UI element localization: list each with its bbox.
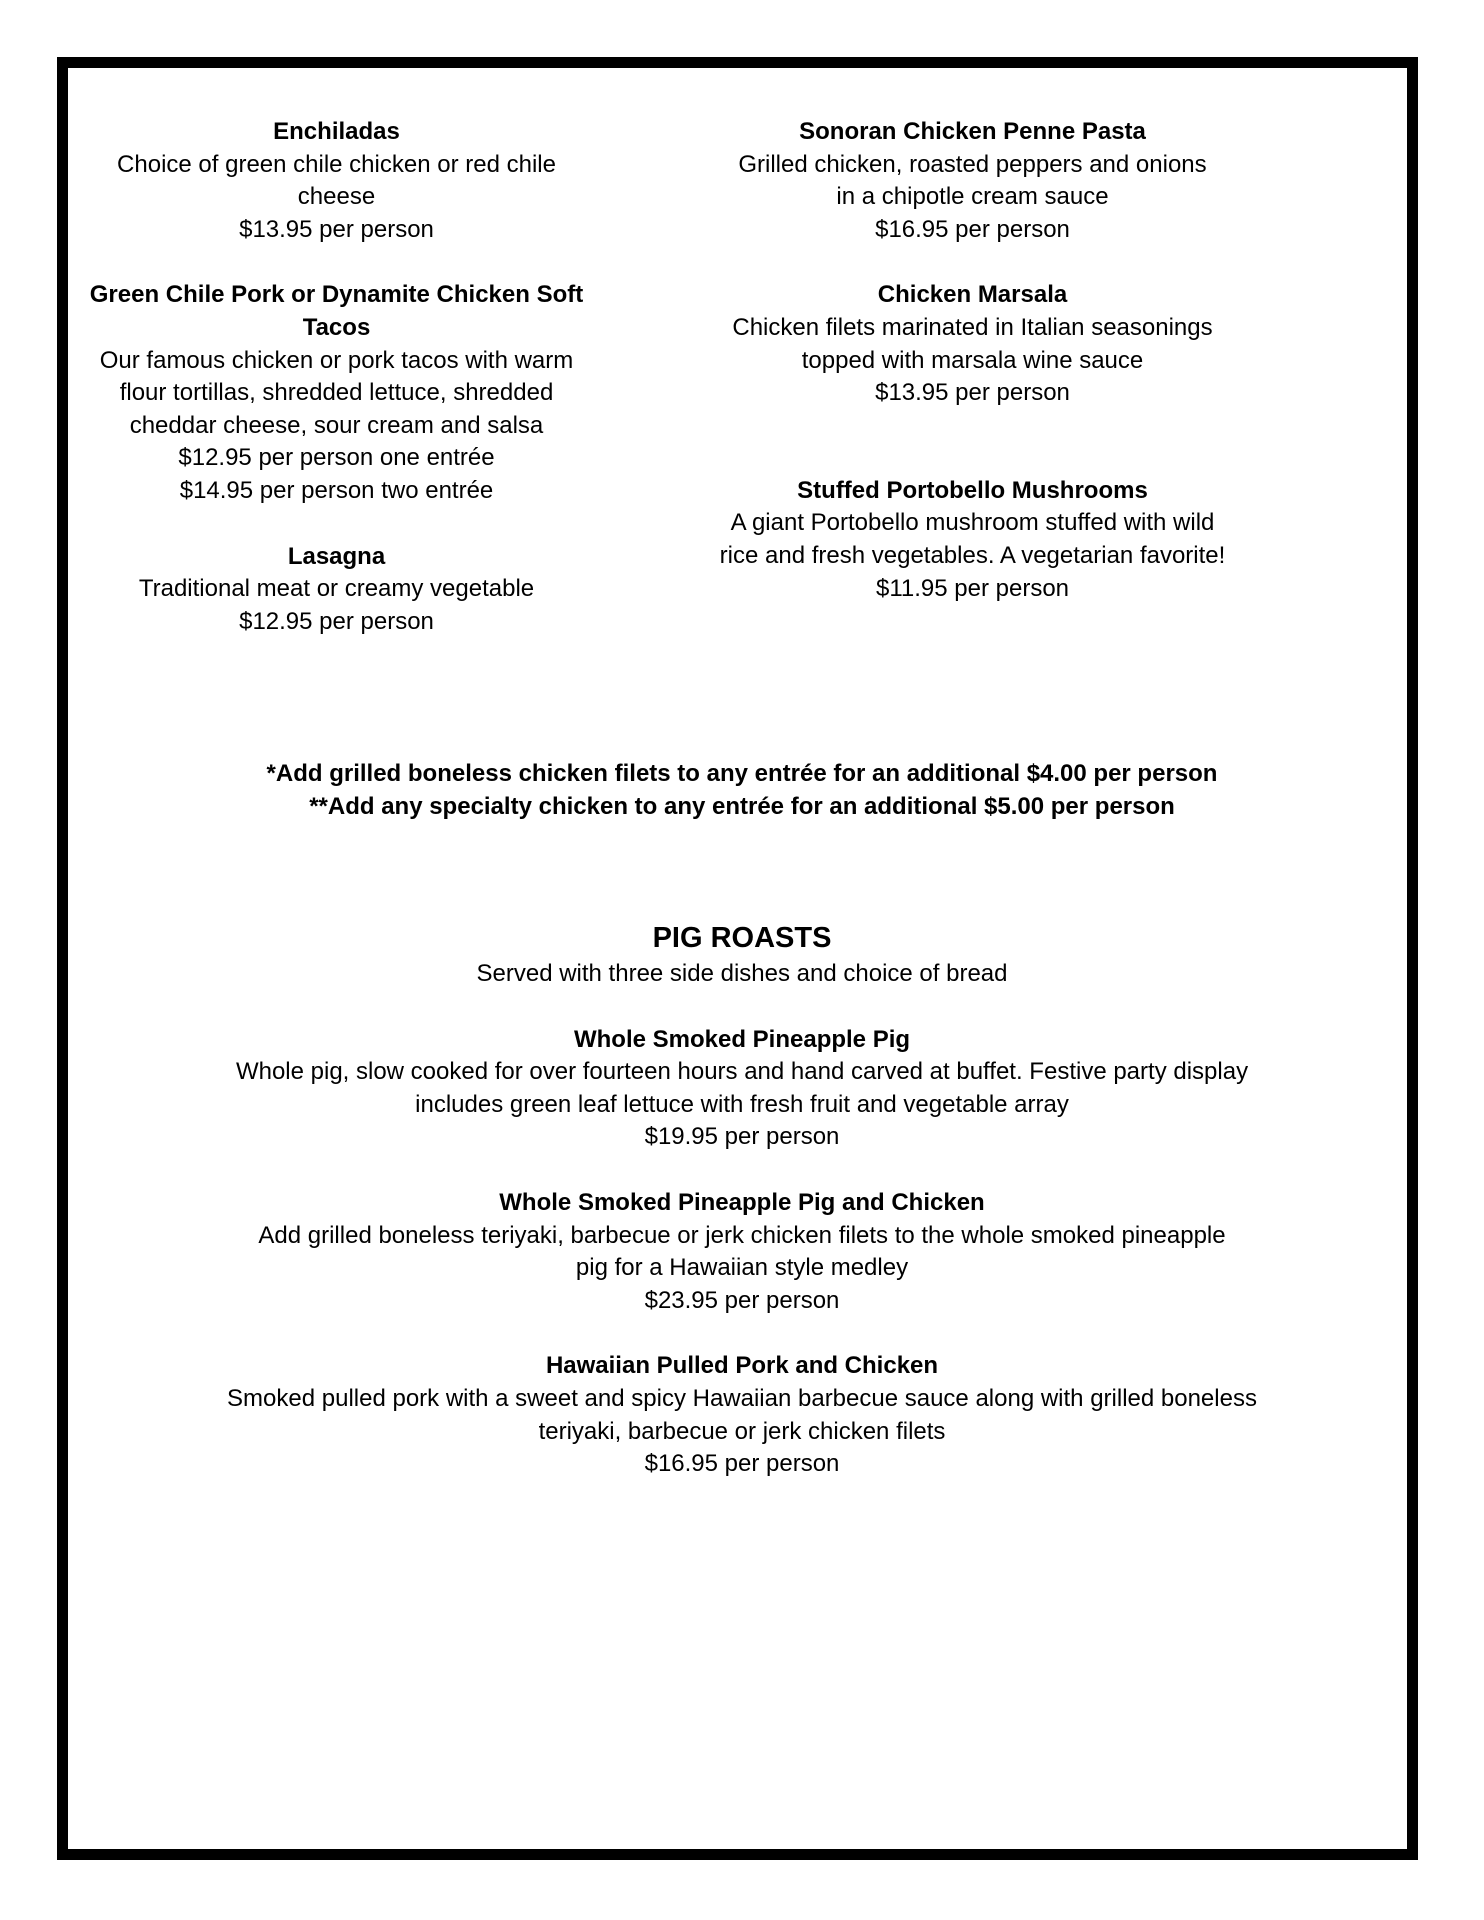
menu-item-soft-tacos	[75, 279, 598, 507]
item-price: $11.95 per person	[875, 574, 1070, 602]
menu-item-lasagna	[75, 541, 598, 639]
left-menu-column	[75, 116, 598, 638]
item-description: includes green leaf lettuce with fresh fruit and vegetable array	[415, 1090, 1069, 1118]
item-description: Add grilled boneless teriyaki, barbecue or jerk chicken filets to the whole smoked pineapple	[258, 1221, 1226, 1249]
item-price: $23.95 per person	[644, 1286, 840, 1314]
item-title: Whole Smoked Pineapple Pig and Chicken	[499, 1188, 985, 1216]
menu-item-whole-pineapple-pig	[202, 1024, 1282, 1154]
section-title: PIG ROASTS	[652, 922, 832, 954]
menu-item-enchiladas	[75, 116, 598, 246]
item-description: Chicken filets marinated in Italian seasonings	[732, 313, 1213, 341]
item-description: cheddar cheese, sour cream and salsa	[129, 411, 544, 439]
menu-item-sonoran-penne	[710, 116, 1235, 246]
item-description: A giant Portobello mushroom stuffed with wild	[730, 509, 1215, 537]
item-title: Whole Smoked Pineapple Pig	[573, 1025, 911, 1053]
note-specialty-chicken: **Add any specialty chicken to any entrée for an additional $5.00 per person	[309, 793, 1175, 820]
item-description: topped with marsala wine sauce	[801, 346, 1144, 374]
item-price: $13.95 per person	[239, 215, 434, 243]
item-description: Whole pig, slow cooked for over fourteen hours and hand carved at buffet. Festive party display	[235, 1058, 1249, 1086]
item-title: Tacos	[302, 313, 371, 341]
item-price: $12.95 per person one entrée	[178, 444, 495, 472]
item-price: $14.95 per person two entrée	[179, 476, 494, 504]
item-title: Stuffed Portobello Mushrooms	[797, 476, 1148, 504]
pig-roasts-section	[0, 918, 1484, 1481]
item-description: in a chipotle cream sauce	[836, 183, 1109, 211]
item-price: $12.95 per person	[239, 607, 434, 635]
menu-item-chicken-marsala	[710, 279, 1235, 409]
item-description: flour tortillas, shredded lettuce, shredded	[119, 379, 554, 407]
section-subtitle: Served with three side dishes and choice of bread	[476, 960, 1008, 987]
item-title: Enchiladas	[273, 118, 400, 145]
item-description: Smoked pulled pork with a sweet and spicy Hawaiian barbecue sauce along with grilled boneless	[227, 1384, 1257, 1412]
item-price: $16.95 per person	[644, 1450, 840, 1478]
item-price: $13.95 per person	[875, 379, 1070, 407]
menu-item-stuffed-portobello	[710, 475, 1235, 605]
note-chicken-filets: *Add grilled boneless chicken filets to any entrée for an additional $4.00 per person	[266, 760, 1218, 787]
item-description: Choice of green chile chicken or red chile	[117, 150, 556, 178]
item-price: $19.95 per person	[644, 1123, 840, 1151]
item-description: rice and fresh vegetables. A vegetarian favorite!	[719, 541, 1226, 569]
item-description: Traditional meat or creamy vegetable	[138, 575, 535, 603]
item-description: teriyaki, barbecue or jerk chicken filets	[538, 1417, 946, 1445]
menu-item-hawaiian-pulled-pork	[202, 1350, 1282, 1480]
right-menu-column	[710, 116, 1235, 605]
add-on-notes	[0, 757, 1484, 823]
item-title: Chicken Marsala	[877, 281, 1068, 309]
item-price: $16.95 per person	[875, 215, 1070, 243]
item-description: cheese	[297, 183, 376, 211]
item-description: Grilled chicken, roasted peppers and onions	[738, 150, 1207, 178]
menu-item-pineapple-pig-and-chicken	[202, 1187, 1282, 1317]
item-description: Our famous chicken or pork tacos with warm	[99, 346, 574, 374]
item-title: Green Chile Pork or Dynamite Chicken Soft	[89, 281, 584, 309]
item-description: pig for a Hawaiian style medley	[575, 1254, 909, 1282]
item-title: Sonoran Chicken Penne Pasta	[799, 118, 1146, 145]
item-title: Hawaiian Pulled Pork and Chicken	[545, 1352, 939, 1380]
item-title: Lasagna	[287, 542, 386, 570]
